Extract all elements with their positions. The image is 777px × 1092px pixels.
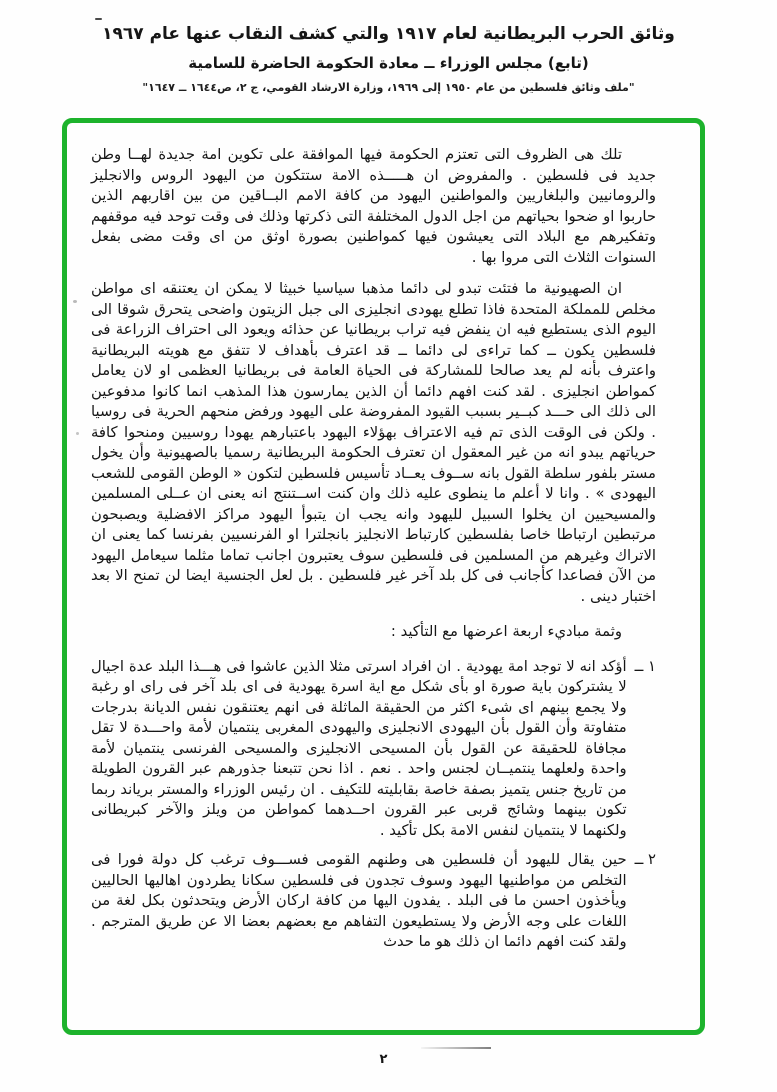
scan-smudge bbox=[421, 1047, 491, 1049]
list-item bbox=[91, 850, 656, 953]
document-header bbox=[0, 24, 777, 94]
document-source-citation: "ملف وثائق فلسطين من عام ١٩٥٠ إلى ١٩٦٩، وزارة الارشاد القومي، ج ٢، ص١٦٤٤ ــ ١٦٤٧" bbox=[142, 81, 635, 94]
document-subtitle: (تابع) مجلس الوزراء ــ معادة الحكومة الحاضرة للسامية bbox=[188, 54, 589, 72]
list-intro: وثمة مباديء اربعة اعرضها مع التأكيد : bbox=[390, 623, 622, 640]
document-title: وثائق الحرب البريطانية لعام ١٩١٧ والتي كشف النقاب عنها عام ١٩٦٧ bbox=[102, 24, 675, 44]
highlighted-text-region bbox=[62, 118, 705, 1035]
item-text: حين يقال لليهود أن فلسطين هى وطنهم القومى فســـوف ترغب كل دولة فورا فى التخلص من مواطنيها اليهود وسوف تجدون فى فلسطين سكانا يطردون اهاليها الحاليين ويأخذون احسن ما فى البلد . يفدون اليها من كافة اركان الأرض ويتحدثون بكل لغة من اللغات على وجه الأرض ولا يستطيعون التفاهم مع بعضهم بعضا الا عن طريق المترجم . ولقد كنت افهم دائما ان ذلك هو ما حدث bbox=[91, 851, 627, 950]
page-number: ٢ bbox=[379, 1052, 388, 1067]
item-text: أؤكد انه لا توجد امة يهودية . ان افراد اسرتى مثلا الذين عاشوا فى هـــذا البلد عدة اجيال لا يشتركون باية صورة او بأى شكل مع اية اسرة يهودية فى اى بلد آخر فى راى او رغبة ولا يجمع بينهم اى شىء اكثر من الحقيقة الماثلة فى انهم يعتنقون نفس الديانة بدرجات متفاوتة وأن القول بأن اليهودى الانجليزى واليهودى المغربى ينتميان لأمة واحـــدة لا تقل مجافاة للحقيقة عن القول بأن المسيحى الانجليزى والمسيحى الفرنسى ينتميان لأمة واحدة ولعلهما ينتميــان لجنس واحد . نعم . اذا نحن تتبعنا جذورهم عبر القرون الطويلة من تاريخ جنس يتميز بصفة خاصة بقابليته للتكيف . ان رئيس الوزراء والمستر برياند ربما تكون بينهما وشائج قربى عبر القرون احــدهما كمواطن من ويلز والآخر كبريطانى ولكنهما لا ينتميان لنفس الامة بكل تأكيد . bbox=[91, 657, 627, 839]
list-item bbox=[91, 657, 656, 842]
item-number: ١ ــ bbox=[634, 657, 656, 675]
paragraph: تلك هى الظروف التى تعتزم الحكومة فيها الموافقة على تكوين امة جديدة لهــا وطن جديد فى فلسطين . والمفروض ان هـــــذه الامة ستتكون من اليهود الروس والانجليز والرومانيين والبلغاريين والمواطنين اليهود من كافة الامم البــاقين من بين اقاربهم الذين حاربوا او ضحوا بحياتهم من اجل الدول المختلفة التى ذكرتها وذلك فى وقت توحد فيه موقفهم وتفكيرهم مع البلاد التى يعيشون فيها كمواطنين بصورة اوثق من اى وقت مضى بفعل السنوات الثلاث التى مروا بها . bbox=[91, 146, 656, 266]
scan-speck bbox=[95, 18, 102, 20]
item-number: ٢ ــ bbox=[634, 851, 656, 868]
paragraph: ان الصهيونية ما فتئت تبدو لى دائما مذهبا سياسيا خبيثا لا يمكن ان يعتنقه اى مواطن مخلص للمملكة المتحدة فاذا تطلع يهودى انجليزى الى جبل الزيتون واضحى يتحرق شوقا الى اليوم الذى يستطيع فيه ان ينفض فيه تراب بريطانيا عن حذائه ويعود الى احتراف الزراعة فى فلسطين يكون ــ كما تراءى لى دائما ــ قد اعترف بأهداف لا تتفق مع هويته البريطانية واعترف بأنه لم يعد صالحا للمشاركة فى الحياة العامة فى بريطانيا العظمى او لان يعامل كمواطن انجليزى . لقد كنت افهم دائما أن الذين يمارسون هذا المذهب انما كانوا مدفوعين الى ذلك الى حـــد كبــير بسبب القيود المفروضة على اليهود ورفض منحهم الحرية فى روسيا . ولكن فى الوقت الذى تم فيه الاعتراف بهؤلاء اليهود باعتبارهم يهودا روسيين ومنحوا كافة حرياتهم يبدو انه من غير المعقول ان تعترف الحكومة البريطانية رسميا بالصهيونية وأن يخول مستر بلفور سلطة القول بانه ســوف يعــاد تأسيس فلسطين لتكون « الوطن القومى للشعب اليهودى » . وانا لا أعلم ما ينطوى عليه ذلك وان كنت اســتنتج انه يعنى ان عــلى المسلمين والمسيحيين ان يخلوا السبيل لليهود وانه يجب ان يتبوأ اليهود مراكز الافضلية ويصبحون مرتبطين ارتباطا خاصا بفلسطين كارتباط الانجليز بانجلترا او الفرنسيين بفرنسا كما يعنى ان الاتراك وغيرهم من المسلمين فى فلسطين سوف يعتبرون اجانب تماما مثلما سيعامل اليهود من الآن فصاعدا كأجانب فى كل بلد آخر غير فلسطين . بل لعل الجنسية ايضا لن تمنح الا بعد اختبار دينى . bbox=[91, 280, 656, 605]
